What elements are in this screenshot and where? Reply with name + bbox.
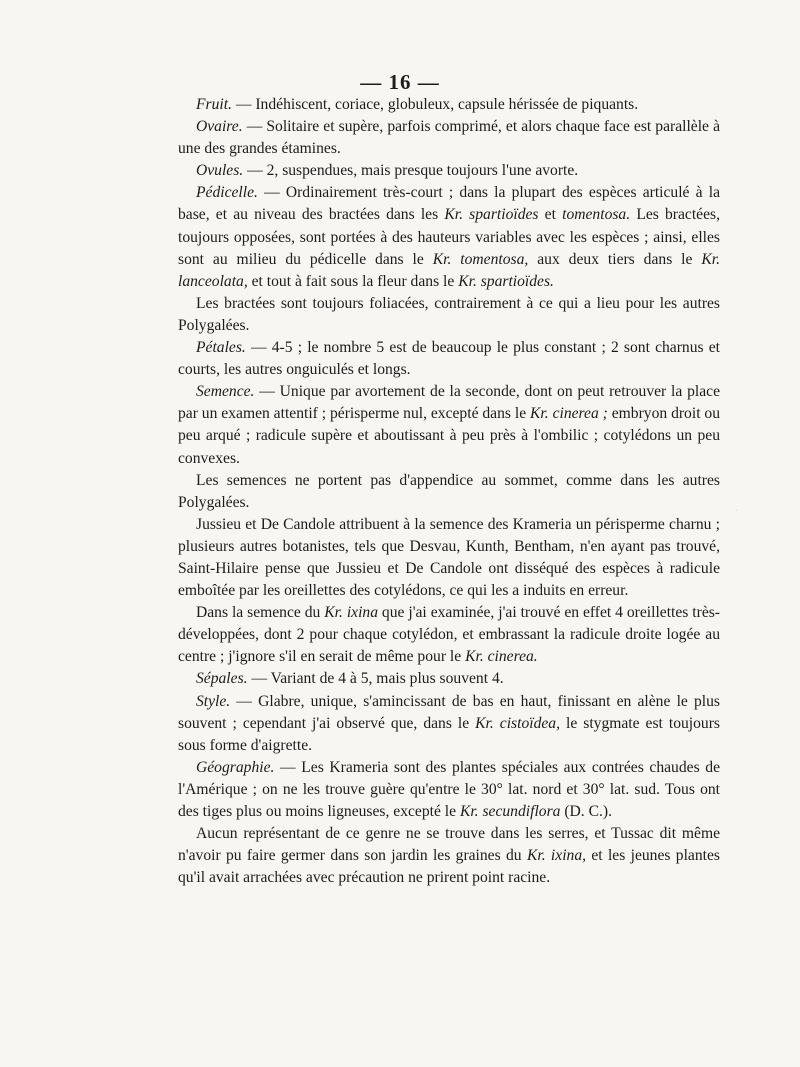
paragraph — [178, 691, 720, 757]
text-run: et — [538, 206, 563, 224]
text-run: aux deux tiers dans le — [528, 250, 702, 268]
paragraph — [178, 823, 720, 889]
text-run: Jussieu et De Candole attribuent à la semence des Krameria un périsperme charnu ; plusieurs autres botanistes, tels que Desvau, Kunth, Bentham, n'en ayant pas trouvé, Saint-Hilaire pense que Jussieu et De Candole ont disséqué des espèces à radicule emboîtée par les oreillettes des cotylédons, ce qui les a induits en erreur. — [178, 515, 720, 600]
species-name: Kr. cinerea ; — [530, 405, 608, 423]
page-number: — 16 — — [360, 70, 440, 94]
section-label: Pétales. — [196, 339, 246, 357]
text-run: — Solitaire et supère, parfois comprimé, et alors chaque face est parallèle à une des grandes étamines. — [178, 118, 720, 158]
paragraph — [178, 337, 720, 381]
text-run: Les bractées, toujours opposées, sont portées à des hauteurs variables avec les espèces ; ainsi, elles sont au milieu du pédicelle dans le — [178, 206, 720, 268]
section-label: Ovules. — [196, 162, 244, 180]
text-run: — Variant de 4 à 5, mais plus souvent 4. — [247, 670, 504, 688]
text-run: — Les Krameria sont des plantes spéciales aux contrées chaudes de l'Amérique ; on ne les trouve guère qu'entre le 30° lat. nord et 30° lat. sud. Tous ont des tiges plus ou moins ligneuses, excepté le — [178, 758, 720, 820]
text-run: Aucun représentant de ce genre ne se trouve dans les serres, et Tussac dit même n'avoir pu faire germer dans son jardin les graines du — [178, 825, 720, 865]
text-run: Les bractées sont toujours foliacées, contrairement à ce qui a lieu pour les autres Polygalées. — [178, 294, 720, 334]
section-label: Géographie. — [196, 758, 275, 776]
paragraph — [178, 602, 720, 668]
paragraph — [178, 757, 720, 823]
text-run: Les semences ne portent pas d'appendice au sommet, comme dans les autres Polygalées. — [178, 471, 720, 511]
text-run: — Unique par avortement de la seconde, dont on peut retrouver la place par un examen attentif ; périsperme nul, excepté dans le — [178, 383, 720, 423]
text-run: le stygmate est toujours sous forme d'aigrette. — [178, 714, 720, 754]
paragraph — [178, 514, 720, 602]
body-text — [178, 94, 720, 889]
bleed-through-mark: . — [735, 500, 738, 514]
text-run: que j'ai examinée, j'ai trouvé en effet 4 oreillettes très-développées, dont 2 pour chaque cotylédon, et embrassant la radicule droite logée au centre ; j'ignore s'il en serait de même pour le — [178, 604, 720, 666]
paragraph — [178, 182, 720, 292]
text-run: — 2, suspendues, mais presque toujours l'une avorte. — [243, 162, 579, 180]
section-label: Fruit. — [196, 96, 232, 113]
section-label: Sépales. — [196, 670, 248, 688]
text-run: embryon droit ou peu arqué ; radicule supère et aboutissant à peu près à l'ombilic ; cotylédons un peu convexes. — [178, 405, 721, 467]
species-name: Kr. ixina — [324, 604, 379, 622]
text-run: (D. C.). — [560, 803, 612, 820]
species-name: Kr. secundiflora — [459, 803, 561, 820]
section-label: Pédicelle. — [196, 184, 258, 202]
species-name: Kr. lanceolata, — [178, 250, 721, 290]
species-name: Kr. cinerea. — [465, 648, 538, 666]
paragraph — [178, 470, 720, 514]
text-run: — Ordinairement très-court ; dans la plupart des espèces articulé à la base, et au niveau des bractées dans les — [178, 184, 720, 224]
species-name: Kr. spartioïdes. — [458, 272, 554, 290]
section-label: Style. — [196, 692, 231, 710]
paragraph — [178, 160, 720, 182]
section-label: Ovaire. — [196, 118, 243, 136]
text-run: — Indéhiscent, coriace, globuleux, capsule hérissée de piquants. — [231, 96, 639, 113]
text-run: et tout à fait sous la fleur dans le — [247, 272, 459, 290]
text-run: Dans la semence du — [196, 604, 325, 622]
text-run: et les jeunes plantes qu'il avait arrachées avec précaution ne prirent point racine. — [178, 847, 720, 887]
species-name: Kr. spartioïdes — [444, 206, 539, 224]
species-name: Kr. ixina, — [526, 847, 587, 865]
paragraph — [178, 94, 720, 116]
species-name: Kr. cistoïdea, — [475, 714, 560, 732]
paragraph — [178, 293, 720, 337]
species-name: tomentosa. — [562, 206, 631, 224]
text-run: — 4-5 ; le nombre 5 est de beaucoup le plus constant ; 2 sont charnus et courts, les autres onguiculés et longs. — [178, 339, 720, 379]
paragraph — [178, 668, 720, 690]
section-label: Semence. — [196, 383, 255, 401]
paragraph — [178, 381, 720, 469]
text-run: — Glabre, unique, s'amincissant de bas en haut, finissant en alène le plus souvent ; cependant j'ai observé que, dans le — [178, 692, 720, 732]
paragraph — [178, 116, 720, 160]
species-name: Kr. tomentosa, — [432, 250, 529, 268]
